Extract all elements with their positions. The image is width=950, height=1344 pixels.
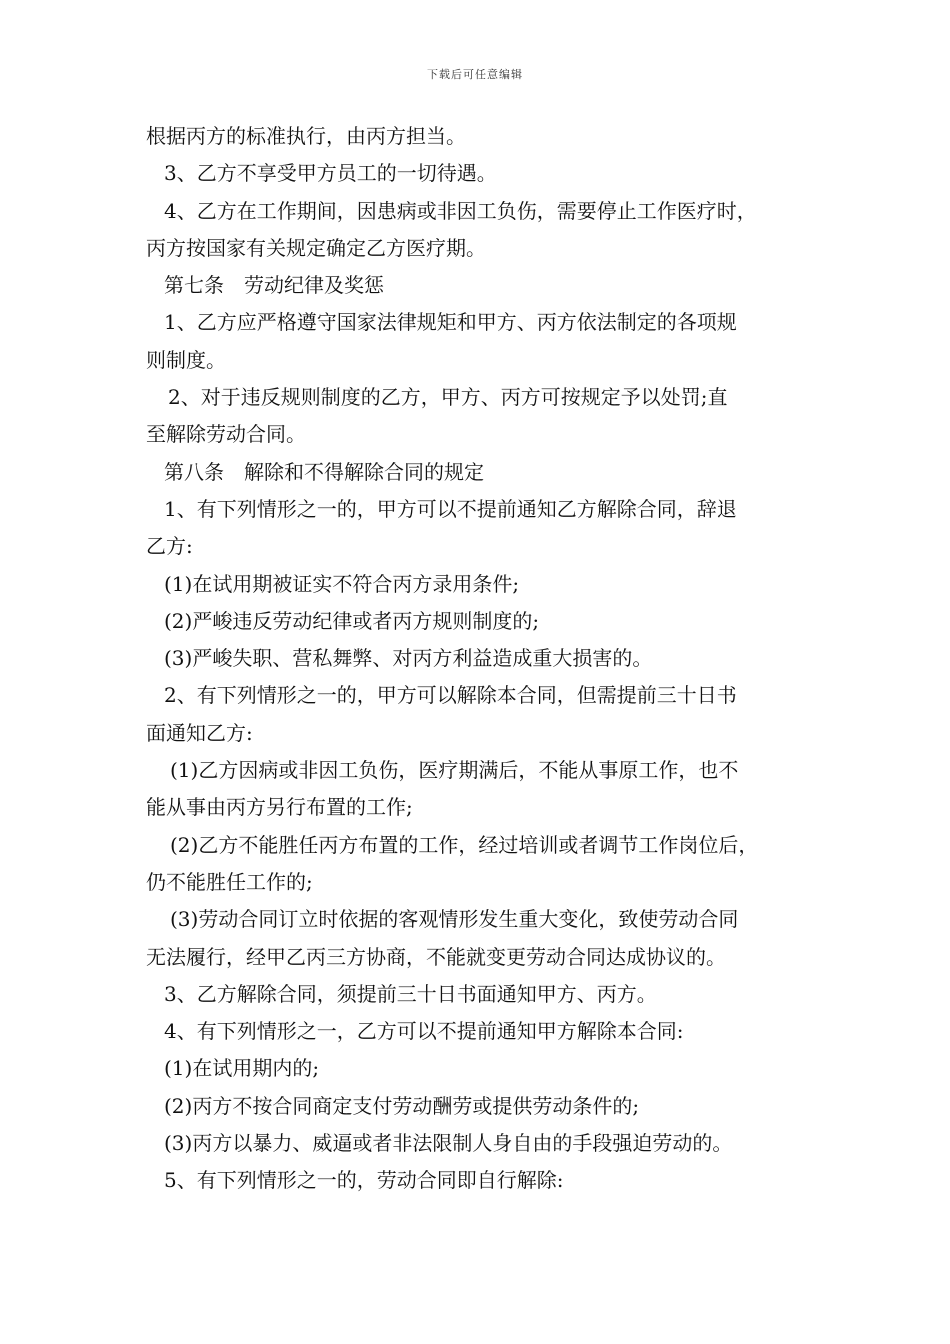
text-line: 4、有下列情形之一，乙方可以不提前通知甲方解除本合同: [164,1019,684,1044]
document-body [146,118,826,1200]
list-item: (2)乙方不能胜任丙方布置的工作，经过培训或者调节工作岗位后， [170,832,759,857]
text-line: 5、有下列情形之一的，劳动合同即自行解除: [164,1168,564,1193]
text-line: 3、乙方不享受甲方员工的一切待遇。 [164,161,497,186]
list-item: (3)丙方以暴力、威逼或者非法限制人身自由的手段强迫劳动的。 [164,1131,733,1156]
text-line: 乙方: [146,534,193,559]
text-line: 1、有下列情形之一的，甲方可以不提前通知乙方解除合同，辞退 [164,496,737,521]
text-line: 3、乙方解除合同，须提前三十日书面通知甲方、丙方。 [164,981,657,1006]
section-heading-article-8: 第八条 解除和不得解除合同的规定 [164,459,484,484]
text-line: 4、乙方在工作期间，因患病或非因工负伤，需要停止工作医疗时， [164,198,757,223]
text-line: 面通知乙方: [146,720,253,745]
list-item: (2)严峻违反劳动纪律或者丙方规则制度的; [164,608,540,633]
text-line: 根据丙方的标准执行，由丙方担当。 [146,124,466,148]
list-item: (1)乙方因病或非因工负伤，医疗期满后，不能从事原工作，也不 [170,758,739,783]
text-line: 无法履行，经甲乙丙三方协商，不能就变更劳动合同达成协议的。 [146,944,726,969]
text-line: 2、对于违反规则制度的乙方，甲方、丙方可按规定予以处罚;直 [168,385,728,410]
text-line: 丙方按国家有关规定确定乙方医疗期。 [146,235,486,260]
text-line: 1、乙方应严格遵守国家法律规矩和甲方、丙方依法制定的各项规 [164,310,737,335]
text-line: 至解除劳动合同。 [146,422,306,447]
page-header-note: 下载后可任意编辑 [427,68,523,81]
list-item: (2)丙方不按合同商定支付劳动酬劳或提供劳动条件的; [164,1093,640,1118]
text-line: 仍不能胜任工作的; [146,869,313,894]
text-line: 则制度。 [146,347,226,372]
list-item: (3)劳动合同订立时依据的客观情形发生重大变化，致使劳动合同 [170,907,739,932]
list-item: (1)在试用期内的; [164,1056,320,1081]
list-item: (1)在试用期被证实不符合丙方录用条件; [164,571,520,596]
list-item: (3)严峻失职、营私舞弊、对丙方利益造成重大损害的。 [164,646,653,671]
section-heading-article-7: 第七条 劳动纪律及奖惩 [164,273,384,298]
text-line: 能从事由丙方另行布置的工作; [146,795,413,820]
text-line: 2、有下列情形之一的，甲方可以解除本合同，但需提前三十日书 [164,683,737,708]
